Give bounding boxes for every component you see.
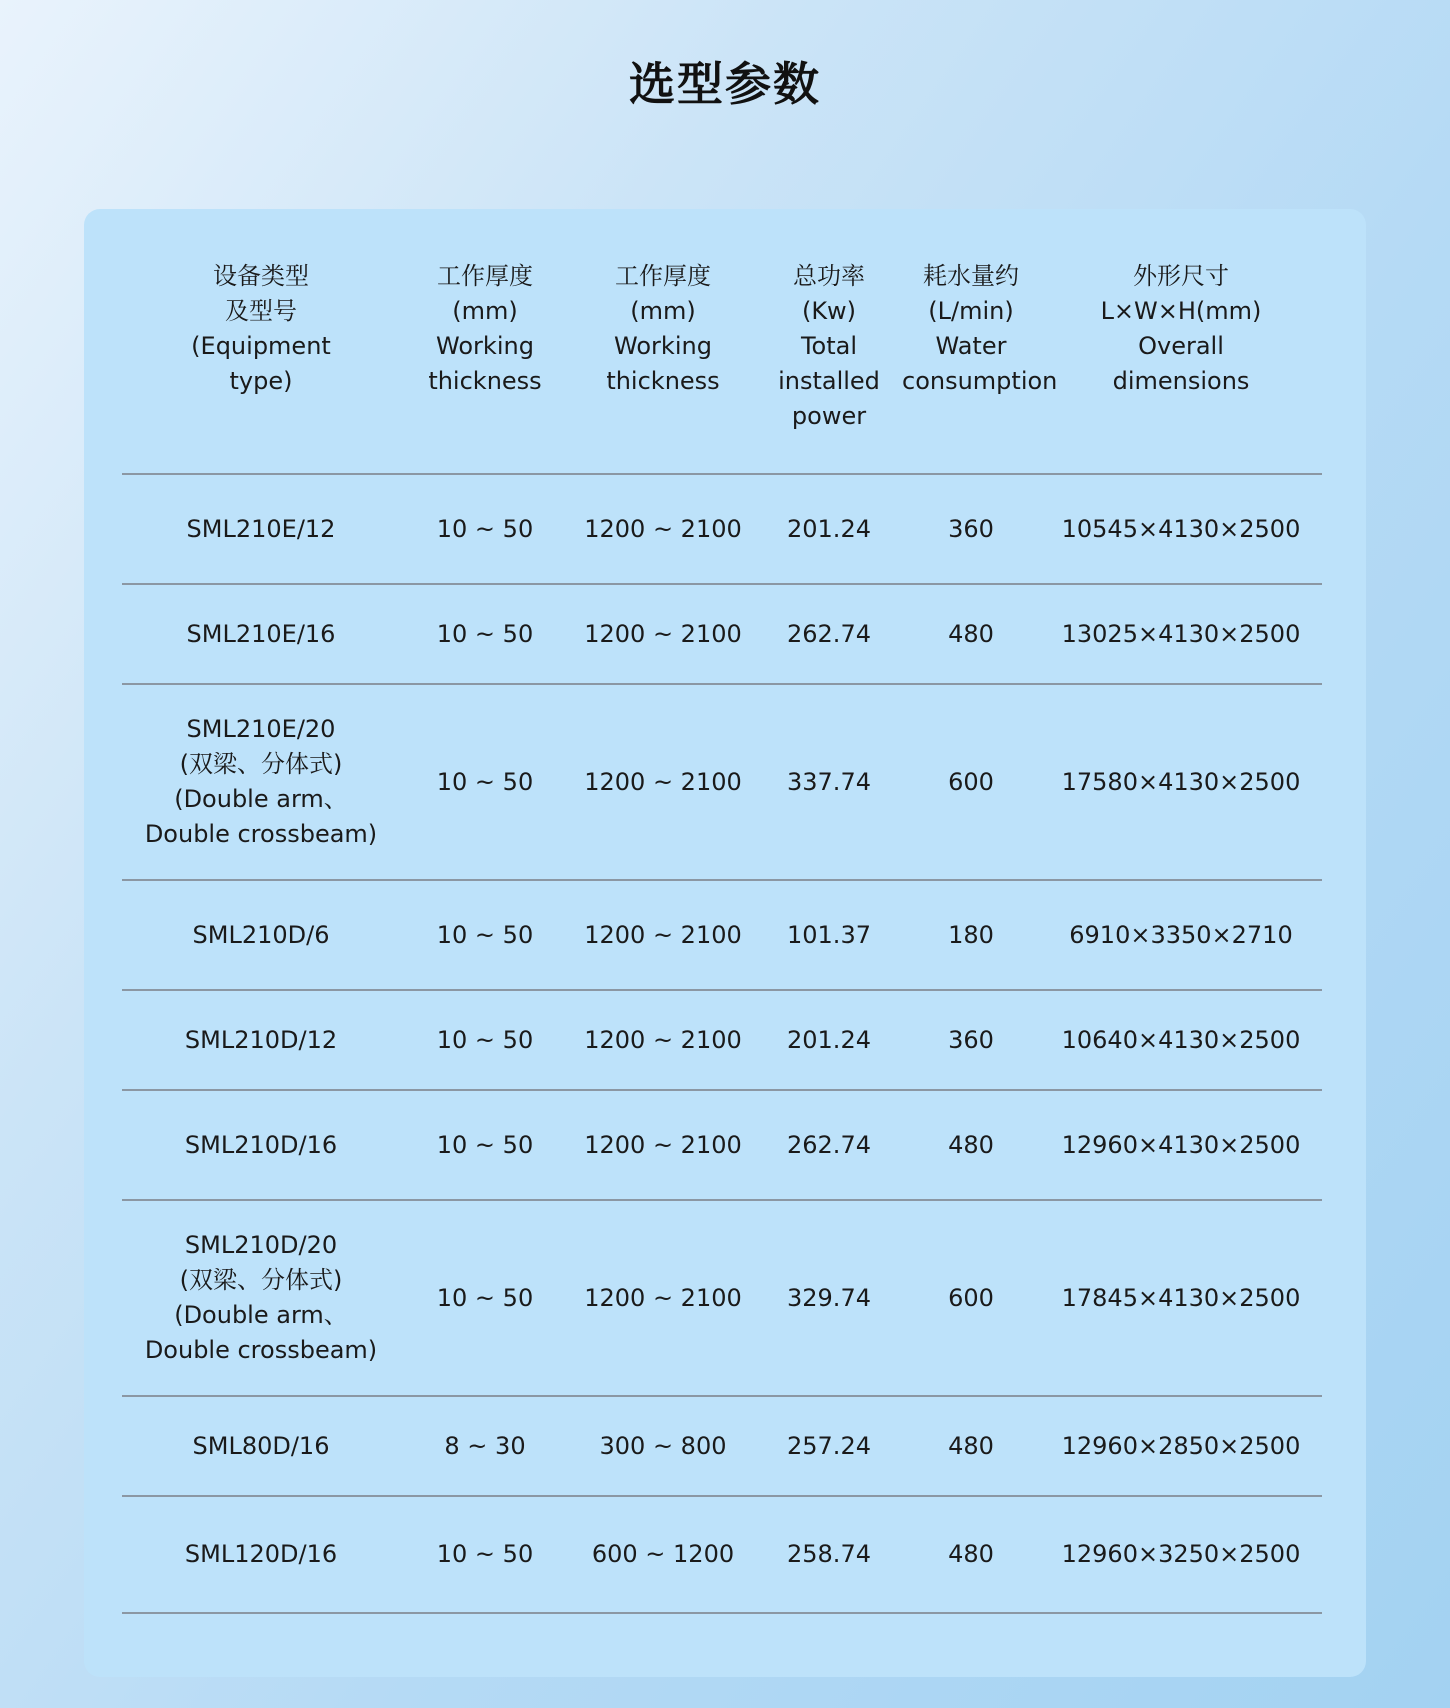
header-overall-dimensions (1040, 259, 1322, 474)
dimensions-cell: 10640×4130×2500 (1040, 990, 1322, 1090)
power-cell: 329.74 (756, 1200, 902, 1396)
header-line: 工作厚度 (615, 262, 711, 290)
dimensions-cell: 6910×3350×2710 (1040, 880, 1322, 990)
header-line: (mm) (630, 297, 696, 325)
model-cell (122, 990, 400, 1090)
thickness-cell: 10 ~ 50 (400, 474, 570, 584)
model-line: SML210E/20 (186, 715, 336, 743)
model-line: (双梁、分体式) (179, 750, 343, 778)
water-cell: 480 (902, 1496, 1040, 1613)
thickness-cell: 10 ~ 50 (400, 1496, 570, 1613)
header-line: installed (778, 367, 880, 395)
model-line: SML210E/12 (186, 514, 336, 543)
dimensions-cell: 13025×4130×2500 (1040, 584, 1322, 684)
dimensions-cell: 17845×4130×2500 (1040, 1200, 1322, 1396)
model-cell (122, 1496, 400, 1613)
header-line: Total (800, 332, 858, 360)
header-line: L×W×H(mm) (1100, 297, 1262, 325)
water-cell: 480 (902, 1396, 1040, 1496)
header-line: Water (935, 332, 1007, 360)
power-cell: 337.74 (756, 684, 902, 880)
model-cell (122, 1090, 400, 1200)
model-line: SML210E/16 (186, 619, 336, 648)
header-working-width (570, 259, 756, 474)
model-line: SML210D/12 (184, 1025, 338, 1054)
water-cell: 480 (902, 584, 1040, 684)
model-line: (Double arm、 (174, 785, 348, 813)
water-cell: 180 (902, 880, 1040, 990)
model-cell (122, 584, 400, 684)
working-width-cell: 1200 ~ 2100 (570, 880, 756, 990)
water-cell: 360 (902, 474, 1040, 584)
model-line: SML80D/16 (192, 1431, 330, 1460)
power-cell: 262.74 (756, 1090, 902, 1200)
thickness-cell: 10 ~ 50 (400, 684, 570, 880)
header-total-power (756, 259, 902, 474)
thickness-cell: 8 ~ 30 (400, 1396, 570, 1496)
header-line: 耗水量约 (923, 262, 1019, 290)
working-width-cell: 1200 ~ 2100 (570, 684, 756, 880)
dimensions-cell: 12960×2850×2500 (1040, 1396, 1322, 1496)
header-line: Working (614, 332, 712, 360)
water-cell: 360 (902, 990, 1040, 1090)
spec-table-body (122, 474, 1322, 1613)
dimensions-cell: 12960×4130×2500 (1040, 1090, 1322, 1200)
water-cell: 600 (902, 1200, 1040, 1396)
model-line: (双梁、分体式) (179, 1266, 343, 1294)
water-cell: 480 (902, 1090, 1040, 1200)
power-cell: 257.24 (756, 1396, 902, 1496)
header-line: (Kw) (801, 297, 857, 325)
spec-table-header (122, 259, 1322, 474)
header-working-thickness (400, 259, 570, 474)
header-line: thickness (606, 367, 720, 395)
spec-card (84, 209, 1366, 1677)
header-line: consumption (902, 367, 1058, 395)
model-line: SML210D/20 (184, 1231, 338, 1259)
power-cell: 258.74 (756, 1496, 902, 1613)
working-width-cell: 300 ~ 800 (570, 1396, 756, 1496)
thickness-cell: 10 ~ 50 (400, 1200, 570, 1396)
dimensions-cell: 10545×4130×2500 (1040, 474, 1322, 584)
power-cell: 101.37 (756, 880, 902, 990)
water-cell: 600 (902, 684, 1040, 880)
header-line: type) (229, 367, 293, 395)
model-cell (122, 684, 400, 880)
working-width-cell: 1200 ~ 2100 (570, 474, 756, 584)
table-row (122, 1090, 1322, 1200)
thickness-cell: 10 ~ 50 (400, 584, 570, 684)
model-line: SML120D/16 (184, 1540, 338, 1568)
table-row (122, 880, 1322, 990)
header-equipment-type (122, 259, 400, 474)
model-cell (122, 1396, 400, 1496)
working-width-cell: 1200 ~ 2100 (570, 584, 756, 684)
header-row (122, 259, 1322, 474)
header-line: 总功率 (793, 262, 865, 290)
header-line: 外形尺寸 (1133, 262, 1229, 290)
header-line: Overall (1138, 332, 1224, 360)
thickness-cell: 10 ~ 50 (400, 880, 570, 990)
model-line: SML210D/6 (192, 920, 330, 949)
thickness-cell: 10 ~ 50 (400, 1090, 570, 1200)
header-line: (mm) (452, 297, 518, 325)
power-cell: 201.24 (756, 474, 902, 584)
header-line: thickness (428, 367, 542, 395)
model-line: Double crossbeam) (144, 820, 378, 848)
header-line: (Equipment (191, 332, 331, 360)
header-line: 设备类型 (213, 262, 309, 290)
spec-table (122, 259, 1322, 1614)
header-line: (L/min) (928, 297, 1014, 325)
header-line: Working (436, 332, 534, 360)
header-line: 及型号 (225, 297, 297, 325)
power-cell: 201.24 (756, 990, 902, 1090)
table-row (122, 684, 1322, 880)
table-row (122, 1396, 1322, 1496)
model-line: (Double arm、 (174, 1301, 348, 1329)
dimensions-cell: 12960×3250×2500 (1040, 1496, 1322, 1613)
header-line: 工作厚度 (437, 262, 533, 290)
header-water-consumption (902, 259, 1058, 474)
working-width-cell: 600 ~ 1200 (570, 1496, 756, 1613)
power-cell: 262.74 (756, 584, 902, 684)
dimensions-cell: 17580×4130×2500 (1040, 684, 1322, 880)
working-width-cell: 1200 ~ 2100 (570, 1090, 756, 1200)
model-line: SML210D/16 (184, 1130, 338, 1159)
thickness-cell: 10 ~ 50 (400, 990, 570, 1090)
table-row (122, 584, 1322, 684)
header-line: power (791, 402, 867, 430)
model-cell (122, 474, 400, 584)
table-row (122, 474, 1322, 584)
header-line: dimensions (1112, 367, 1250, 395)
model-line: Double crossbeam) (144, 1336, 378, 1364)
model-cell (122, 1200, 400, 1396)
working-width-cell: 1200 ~ 2100 (570, 1200, 756, 1396)
page-title: 选型参数 (629, 57, 821, 111)
model-cell (122, 880, 400, 990)
table-row (122, 990, 1322, 1090)
working-width-cell: 1200 ~ 2100 (570, 990, 756, 1090)
table-row (122, 1496, 1322, 1613)
table-row (122, 1200, 1322, 1396)
